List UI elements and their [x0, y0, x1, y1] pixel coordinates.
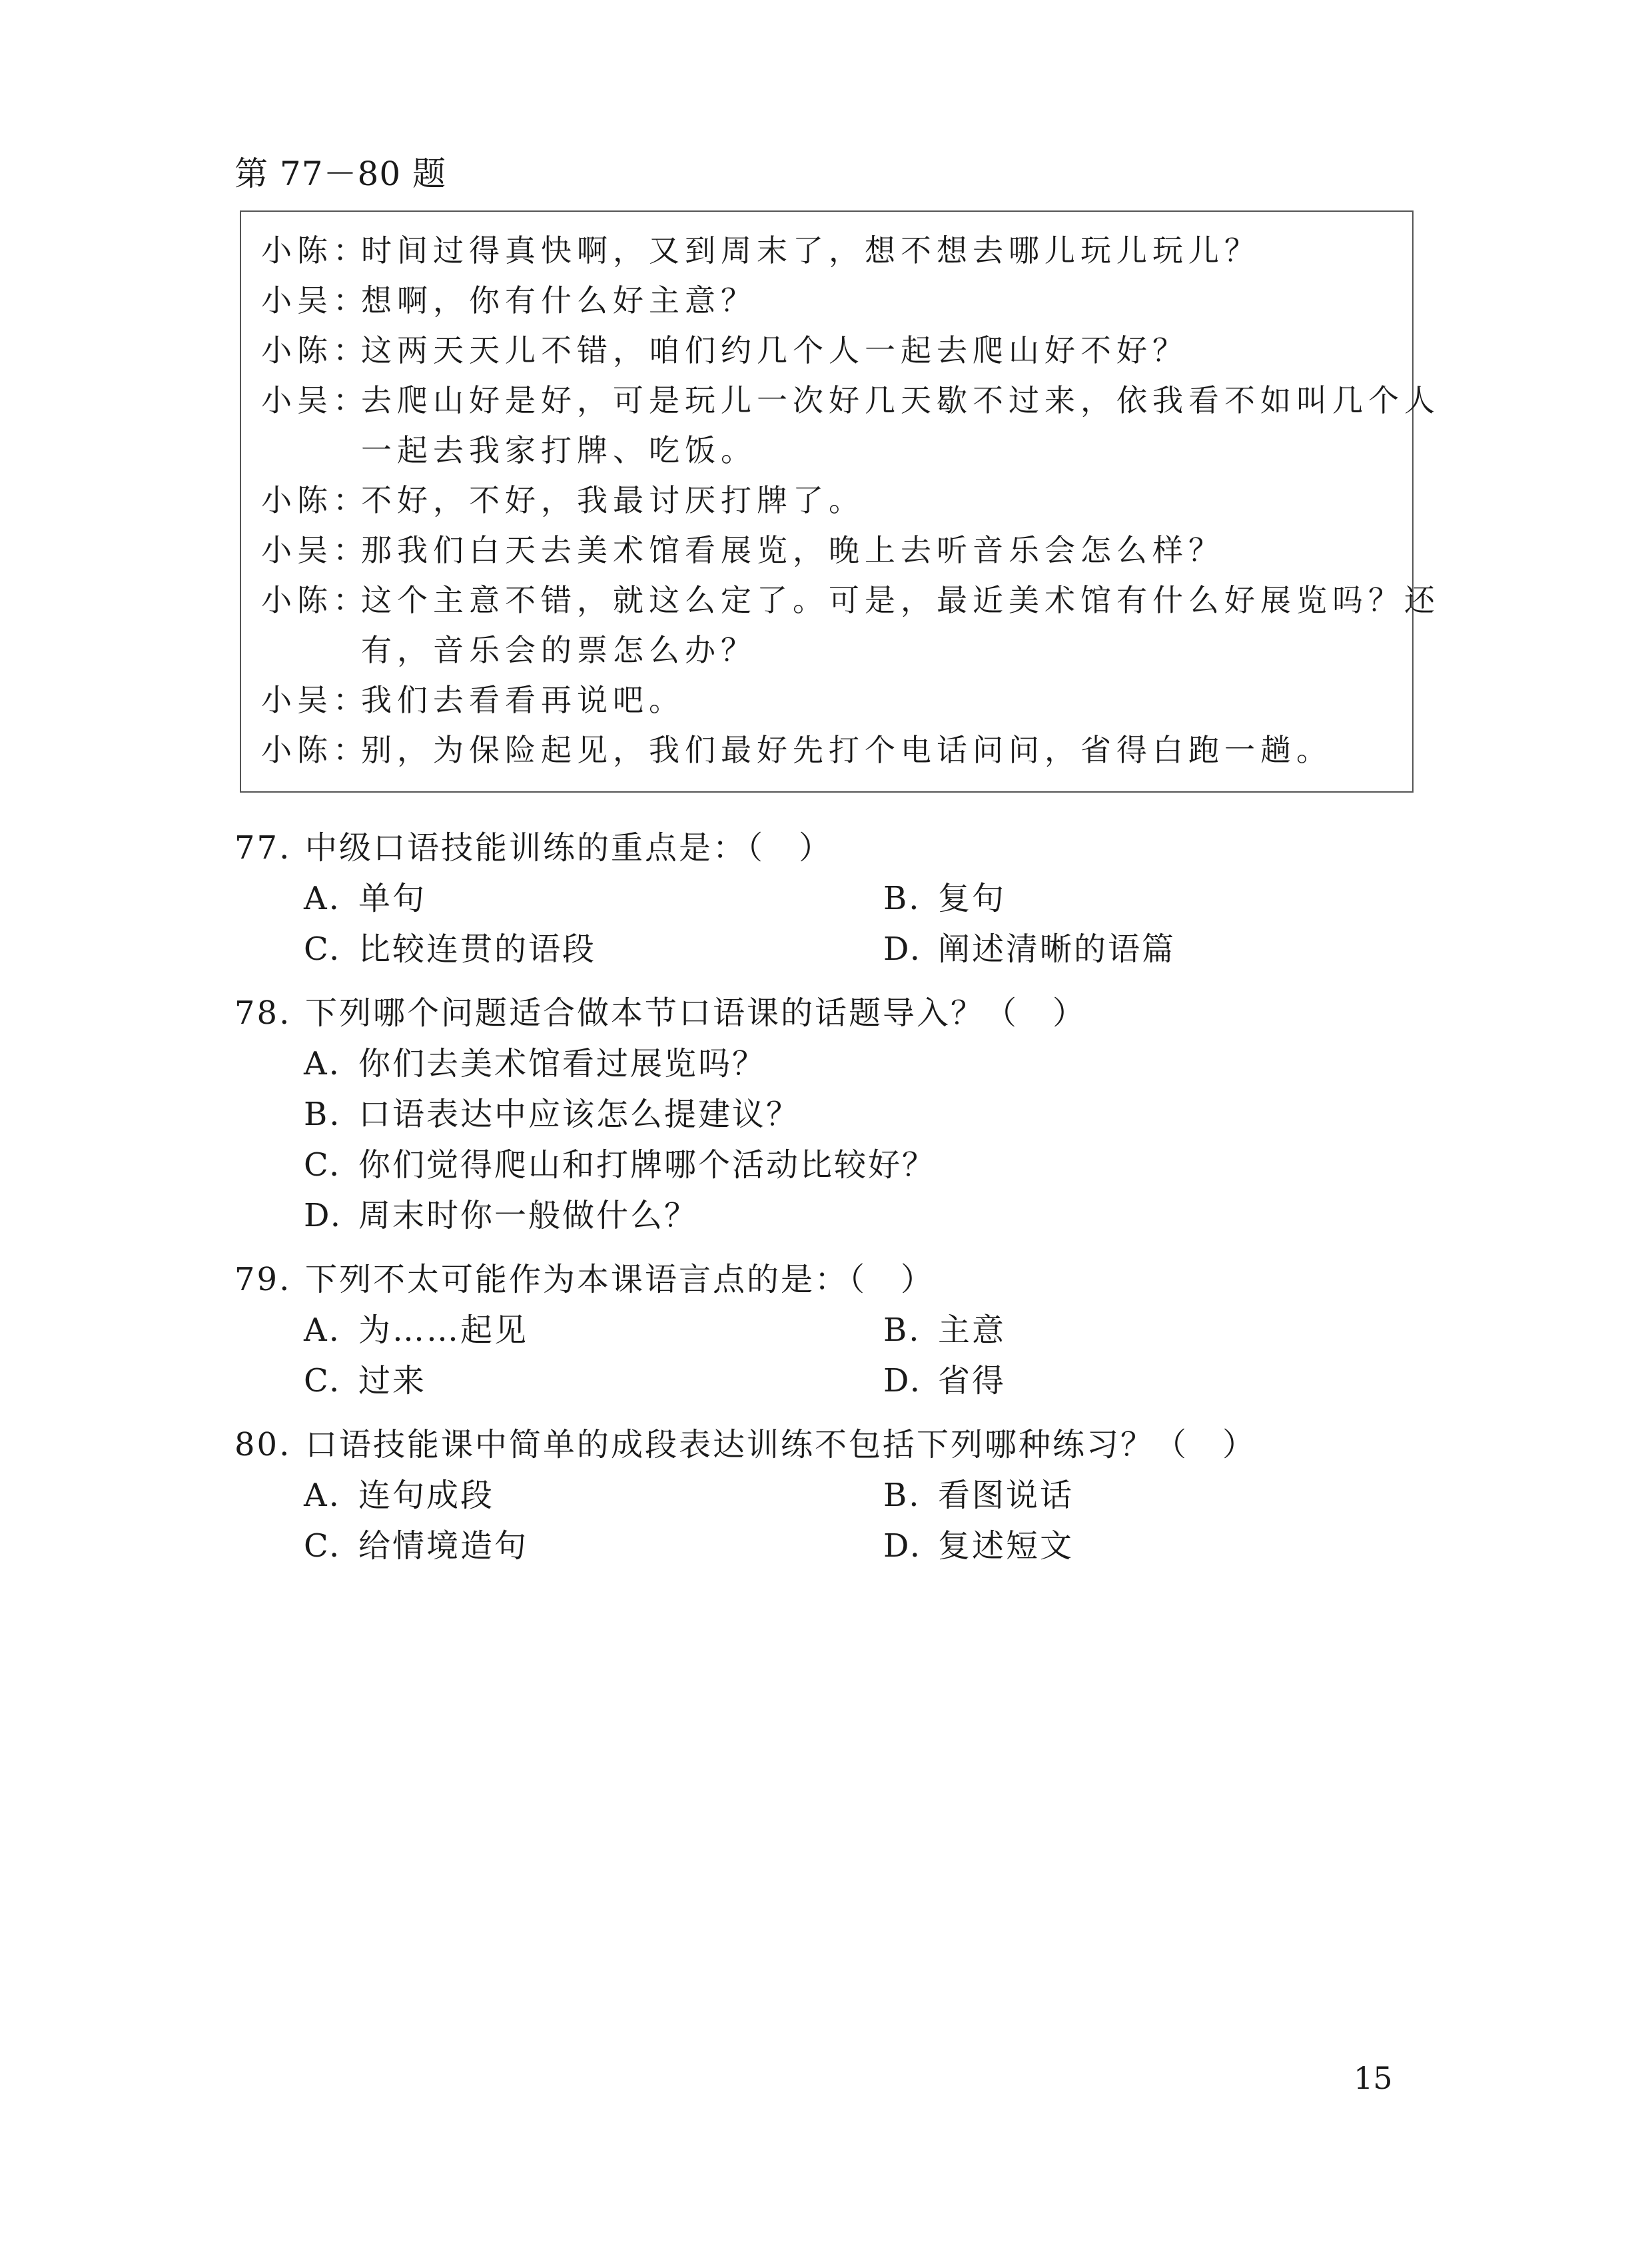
question-text: 下列哪个问题适合做本节口语课的话题导入？（ ）	[305, 994, 1087, 1032]
option-letter: B.	[883, 880, 921, 917]
option-text: 连句成段	[358, 1477, 495, 1514]
option-text: 单句	[358, 880, 427, 917]
option-80-b	[883, 1473, 1074, 1517]
option-letter: B.	[304, 1096, 342, 1133]
dialogue-text: 想啊，你有什么好主意？	[361, 282, 757, 318]
speaker-label: 小陈：	[261, 482, 369, 518]
option-letter: B.	[883, 1477, 921, 1514]
option-77-d	[883, 927, 1176, 971]
question-number: 78.	[234, 994, 292, 1032]
option-text: 比较连贯的语段	[358, 931, 597, 968]
option-text: 阐述清晰的语篇	[938, 931, 1176, 968]
dialogue-line	[261, 729, 1332, 771]
speaker-label: 小陈：	[261, 332, 369, 368]
option-letter: D.	[304, 1197, 343, 1234]
dialogue-text: 我们去看看再说吧。	[361, 682, 685, 718]
option-text: 复句	[938, 880, 1007, 917]
dialogue-text: 时间过得真快啊，又到周末了，想不想去哪儿玩儿玩儿？	[361, 232, 1260, 268]
option-79-a	[304, 1308, 528, 1352]
dialogue-continuation: 一起去我家打牌、吃饭。	[361, 432, 757, 468]
dialogue-line	[261, 229, 1260, 272]
speaker-label: 小吴：	[261, 682, 369, 718]
speaker-label: 小陈：	[261, 732, 369, 768]
option-80-c	[304, 1524, 528, 1568]
option-text: 过来	[358, 1362, 427, 1399]
dialogue-text: 这个主意不错，就这么定了。可是，最近美术馆有什么好展览吗？还	[361, 582, 1440, 618]
speaker-label: 小吴：	[261, 382, 369, 418]
dialogue-text: 别，为保险起见，我们最好先打个电话问问，省得白跑一趟。	[361, 732, 1332, 768]
option-text: 周末时你一般做什么？	[358, 1197, 699, 1234]
option-letter: C.	[304, 1362, 342, 1399]
option-78-c	[304, 1143, 936, 1187]
dialogue-line	[261, 379, 1440, 422]
dialogue-text: 去爬山好是好，可是玩儿一次好几天歇不过来，依我看不如叫几个人	[361, 382, 1440, 418]
dialogue-text: 这两天天儿不错，咱们约几个人一起去爬山好不好？	[361, 332, 1188, 368]
question-text: 中级口语技能训练的重点是：（ ）	[305, 829, 833, 867]
option-text: 你们觉得爬山和打牌哪个活动比较好？	[358, 1146, 937, 1184]
question-text: 口语技能课中简单的成段表达训练不包括下列哪种练习？（ ）	[305, 1426, 1257, 1463]
speaker-label: 小陈：	[261, 232, 369, 268]
speaker-label: 小陈：	[261, 582, 369, 618]
option-text: 口语表达中应该怎么提建议？	[358, 1096, 801, 1133]
option-text: 看图说话	[938, 1477, 1074, 1514]
option-letter: B.	[883, 1311, 921, 1349]
option-text: 复述短文	[938, 1527, 1074, 1565]
question-number: 80.	[234, 1426, 292, 1463]
option-77-a	[304, 877, 426, 921]
option-letter: A.	[304, 1311, 341, 1349]
option-78-d	[304, 1194, 698, 1238]
option-80-d	[883, 1524, 1074, 1568]
question-79	[234, 1258, 935, 1302]
option-77-c	[304, 927, 596, 971]
option-text: 省得	[938, 1362, 1007, 1399]
option-letter: C.	[304, 1146, 342, 1184]
page-number: 15	[1354, 2060, 1393, 2096]
option-letter: D.	[883, 1527, 923, 1565]
section-title: 第 77－80 题	[234, 155, 447, 193]
option-letter: A.	[304, 1045, 341, 1082]
speaker-label: 小吴：	[261, 532, 369, 568]
option-letter: C.	[304, 1527, 342, 1565]
dialogue-line	[261, 479, 865, 522]
question-text: 下列不太可能作为本课语言点的是：（ ）	[305, 1261, 935, 1298]
question-78	[234, 991, 1086, 1035]
dialogue-line	[261, 279, 757, 322]
option-80-a	[304, 1473, 494, 1517]
dialogue-box	[240, 210, 1440, 793]
option-text: 主意	[938, 1311, 1007, 1349]
option-letter: A.	[304, 880, 341, 917]
option-text: 为……起见	[358, 1311, 529, 1349]
dialogue-line	[261, 579, 1440, 621]
dialogue-line	[261, 329, 1188, 372]
option-78-b	[304, 1092, 800, 1136]
question-number: 77.	[234, 829, 292, 867]
option-letter: D.	[883, 931, 923, 968]
option-79-d	[883, 1359, 1006, 1403]
option-78-a	[304, 1042, 766, 1086]
dialogue-continuation: 有，音乐会的票怎么办？	[361, 632, 757, 668]
speaker-label: 小吴：	[261, 282, 369, 318]
question-77	[234, 826, 833, 870]
option-text: 给情境造句	[358, 1527, 529, 1565]
question-number: 79.	[234, 1261, 292, 1298]
option-79-c	[304, 1359, 426, 1403]
option-77-b	[883, 877, 1006, 921]
dialogue-text: 那我们白天去美术馆看展览，晚上去听音乐会怎么样？	[361, 532, 1224, 568]
option-letter: A.	[304, 1477, 341, 1514]
option-79-b	[883, 1308, 1006, 1352]
dialogue-text: 不好，不好，我最讨厌打牌了。	[361, 482, 865, 518]
question-80	[234, 1423, 1256, 1467]
option-text: 你们去美术馆看过展览吗？	[358, 1045, 767, 1082]
option-letter: D.	[883, 1362, 923, 1399]
dialogue-line	[261, 679, 685, 721]
dialogue-line	[261, 529, 1224, 571]
option-letter: C.	[304, 931, 342, 968]
